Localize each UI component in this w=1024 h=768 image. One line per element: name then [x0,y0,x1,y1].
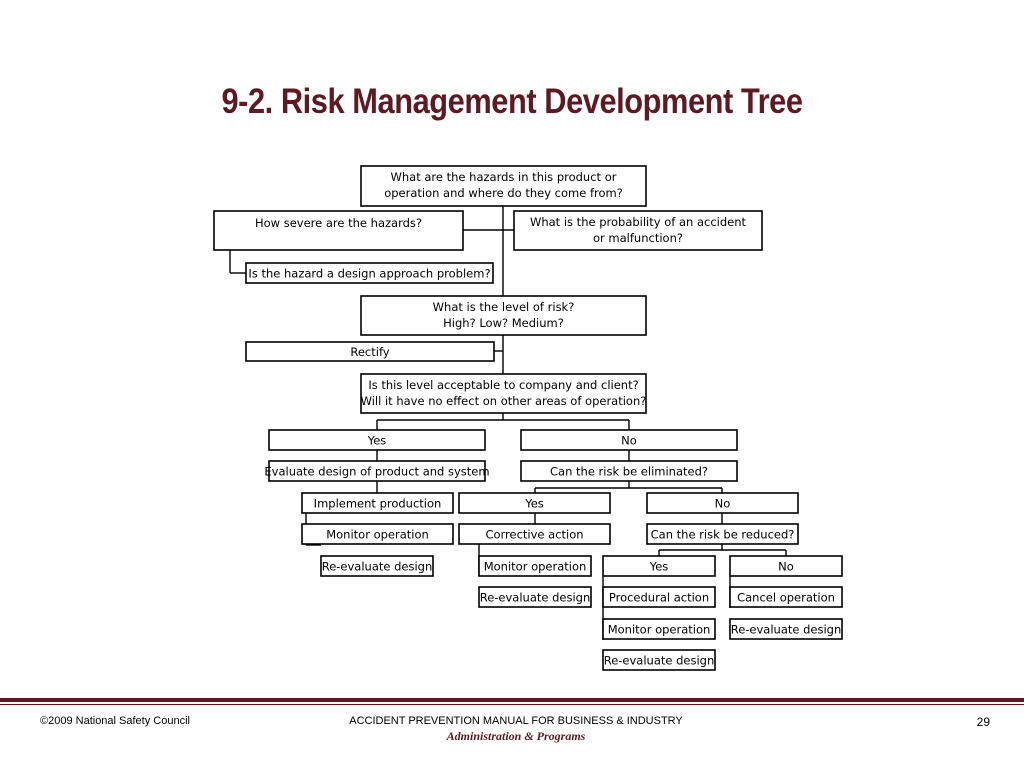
node-text: Rectify [350,345,390,359]
node-probability-question [514,211,762,250]
node-monitor-operation-2 [479,556,591,576]
node-monitor-operation-1 [302,524,453,544]
slide-title: 9-2. Risk Management Development Tree [221,82,803,121]
node-implement-production [302,493,453,513]
node-acceptable-question [361,374,647,413]
node-text: operation and where do they come from? [384,186,623,200]
footer-copyright: ©2009 National Safety Council [40,715,190,727]
footer-divider [0,698,1024,702]
node-yes-acceptable [269,430,485,450]
node-text: Implement production [313,496,442,511]
node-text: Yes [649,559,669,574]
node-text: Re-evaluate design [479,590,591,605]
page-number: 29 [976,715,990,729]
node-text: No [621,433,637,448]
node-text: Can the risk be reduced? [650,527,795,542]
node-no-reduce [730,556,842,576]
node-design-question [246,263,493,283]
node-text: High? Low? Medium? [443,316,564,330]
node-text: Yes [367,433,387,448]
node-risk-level-question [361,296,646,335]
node-text: Yes [525,496,544,511]
node-reevaluate-design-3 [730,619,842,639]
node-text: Monitor operation [326,527,429,542]
node-text: What is the probability of an accident [529,215,747,229]
node-text: How severe are the hazards? [254,216,423,230]
node-corrective-action [459,524,610,544]
node-text: Procedural action [608,590,710,605]
node-text: What are the hazards in this product or [390,170,617,184]
node-reevaluate-design-4 [603,650,715,670]
footer-manual-subtitle: Administration & Programs [446,729,586,743]
node-text: Is this level acceptable to company and client? [368,378,639,392]
node-yes-eliminate [459,493,610,513]
node-rectify [246,342,494,361]
node-text: Re-evaluate design [730,622,842,637]
node-text: Can the risk be eliminated? [550,464,708,479]
node-text: No [778,559,794,574]
node-monitor-operation-3 [603,619,715,639]
node-evaluate-design [264,461,489,481]
node-cancel-operation [730,587,842,607]
node-hazards-question [361,166,646,206]
node-text: or malfunction? [593,231,683,245]
node-text: Monitor operation [483,559,587,574]
footer-divider-thin [0,704,1024,705]
footer-manual-title: ACCIDENT PREVENTION MANUAL FOR BUSINESS & INDUSTRY [349,715,683,727]
node-text: Is the hazard a design approach problem? [248,266,491,281]
node-yes-reduce [603,556,715,576]
node-no-acceptable [521,430,737,450]
node-text: No [714,496,731,511]
node-text: What is the level of risk? [432,300,575,314]
node-text: Corrective action [485,527,584,542]
node-reevaluate-design-1 [321,556,433,576]
node-text: Cancel operation [737,590,835,605]
node-no-eliminate [647,493,798,513]
node-text: Will it have no effect on other areas of operation? [360,394,647,408]
node-severity-question [214,211,463,250]
node-text: Evaluate design of product and system [264,464,490,479]
node-eliminate-question [521,461,737,481]
node-reevaluate-design-2 [479,587,591,607]
node-text: Re-evaluate design [321,559,433,574]
node-reduce-question [647,524,798,544]
node-procedural-action [603,587,715,607]
node-text: Monitor operation [607,622,711,637]
node-text: Re-evaluate design [603,653,715,668]
